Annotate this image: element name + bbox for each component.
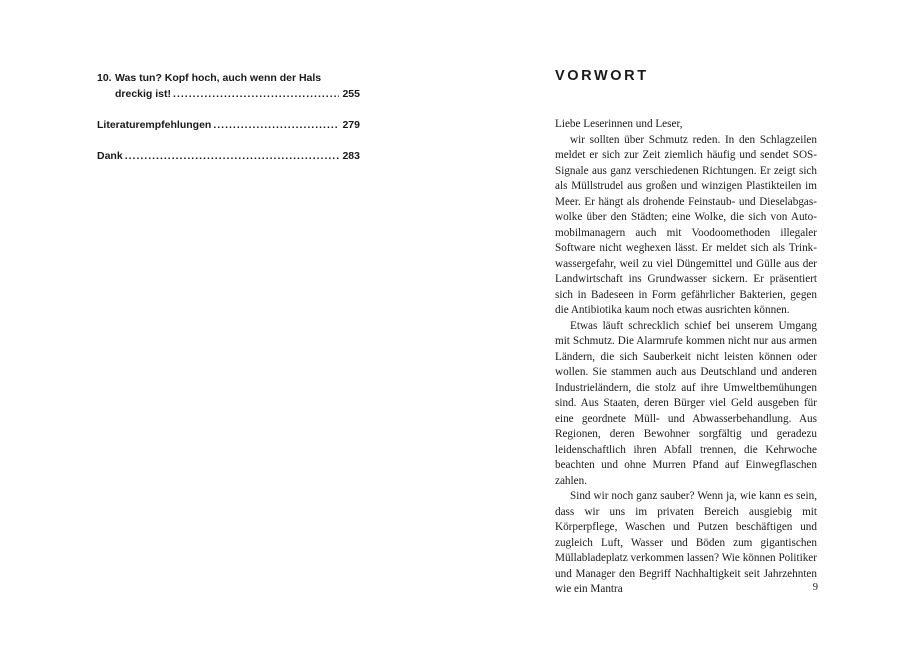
toc-entry-number: 10. xyxy=(97,72,112,84)
toc-entry-title: Literaturempfehlungen xyxy=(97,119,212,131)
toc-entry-line-2 xyxy=(97,86,360,102)
toc-entry-line xyxy=(97,117,360,133)
table-of-contents xyxy=(97,70,360,164)
body-paragraph: wir sollten über Schmutz reden. In den Schlagzeilen meldet er sich zur Zeit ziemlich häufig und sendet SOS-Signale aus ganz verschiedenen Richtungen. Er zeigt sich als Müllstrudel aus großen und winzigen Plastikteilen im Meer. Er hängt als drohende Feinstaub- und Dieselabgaswolke über den Städten; eine Wolke, die sich von Automobilmanagern auch mit Voodoomethoden illegaler Software nicht weghexen lässt. Er meldet sich als Trinkwassergefahr, weil zu viel Düngemittel und Gülle aus der Landwirtschaft ins Grundwasser sickern. Er präsentiert sich in Badeseen in Form gefährlicher Bakterien, gegen die Antibiotika kaum noch etwas ausrichten können. xyxy=(555,133,817,316)
toc-entry-title: Dank xyxy=(97,150,123,162)
body-paragraph: Sind wir noch ganz sauber? Wenn ja, wie kann es sein, dass wir uns im privaten Bereich ausgiebig mit Körperpflege, Waschen und Putzen beschäftigen und zugleich Luft, Wasser und Böden zum gigantischen Müllabladeplatz verkommen lassen? Wie können Politiker und Manager den Begriff Nachhaltigkeit seit Jahrzehnten wie ein Mantra xyxy=(555,490,817,595)
toc-entry-literaturempfehlungen[interactable] xyxy=(97,117,360,133)
toc-entry-chapter-10[interactable] xyxy=(97,70,360,102)
chapter-body xyxy=(555,117,817,598)
salutation-paragraph: Liebe Leserinnen und Leser, xyxy=(555,118,683,130)
toc-dot-leader xyxy=(125,148,340,164)
toc-spacer xyxy=(97,133,360,148)
toc-entry-page: 255 xyxy=(342,88,360,100)
body-paragraph: Etwas läuft schrecklich schief bei unserem Umgang mit Schmutz. Die Alarmrufe kommen nicht nur aus armen Ländern, die sich Sauberkeit nicht leisten können oder wollen. Sie stammen auch aus Deutschland und anderen Industrieländern, die stolz auf ihre Umweltbemühungen sind. Aus Staaten, deren Bürger viel Geld ausgeben für eine geordnete Müll- und Abwasserbehandlung. Aus Regionen, deren Bewohner sorgfältig und geradezu leidenschaftlich ihren Abfall trennen, die Kehrwoche beachten und ohne Murren Pfand auf Einwegflaschen zahlen. xyxy=(555,319,817,487)
toc-dot-leader xyxy=(173,86,339,102)
toc-entry-dank[interactable] xyxy=(97,148,360,164)
page-number: 9 xyxy=(812,582,818,593)
toc-entry-line-1 xyxy=(97,70,360,86)
chapter-title: VORWORT xyxy=(555,68,649,84)
toc-entry-page: 283 xyxy=(342,150,360,162)
toc-spacer xyxy=(97,102,360,117)
toc-entry-title-continued: dreckig ist! xyxy=(115,88,172,100)
toc-entry-title: Was tun? Kopf hoch, auch wenn der Hals xyxy=(115,72,322,84)
toc-entry-page: 279 xyxy=(342,119,360,131)
toc-entry-line xyxy=(97,148,360,164)
toc-dot-leader xyxy=(213,117,339,133)
